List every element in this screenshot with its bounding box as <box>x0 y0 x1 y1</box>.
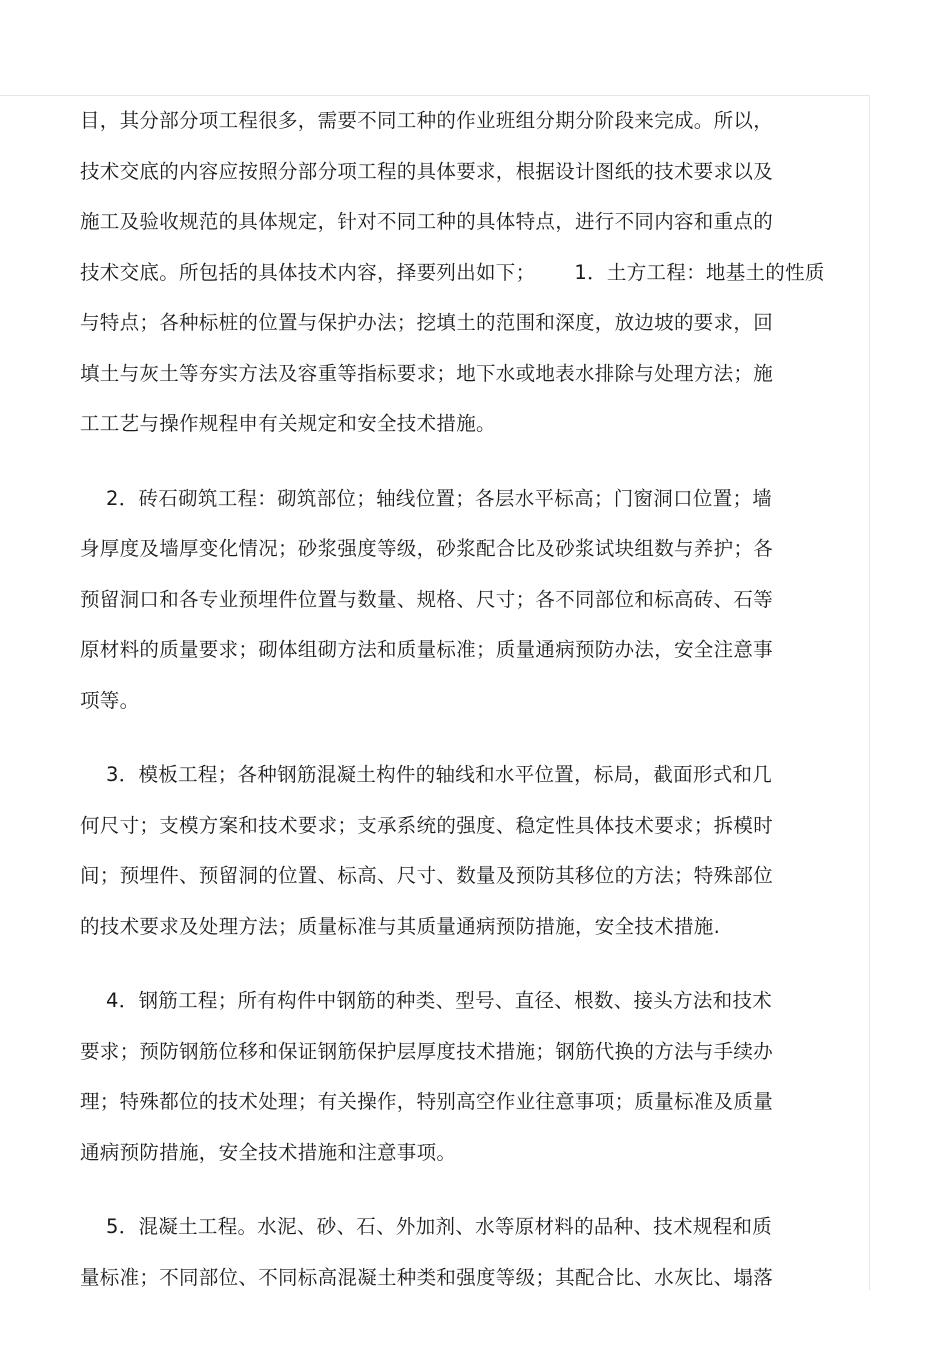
text-line: 3．模板工程；各种钢筋混凝土构件的轴线和水平位置，标局，截面形式和几 <box>80 763 773 786</box>
paragraph-rebar <box>80 976 870 1178</box>
paragraph-masonry <box>80 474 870 727</box>
paragraph-earthwork <box>80 96 870 450</box>
paragraph-concrete <box>80 1202 870 1303</box>
text-line: 理；特殊都位的技术处理；有关操作，特别高空作业往意事项；质量标准及质量 <box>80 1090 774 1113</box>
text-line: 技术交底的内容应按照分部分项工程的具体要求，根据设计图纸的技术要求以及 <box>80 159 774 183</box>
document-body <box>80 96 870 1303</box>
text-line: 填土与灰土等夯实方法及容重等指标要求；地下水或地表水排除与处理方法；施 <box>80 361 774 385</box>
paragraph-gap <box>80 726 870 750</box>
text-line: 预留洞口和各专业预埋件位置与数量、规格、尺寸；各不同部位和标高砖、石等 <box>80 587 774 611</box>
text-line: 施工及验收规范的具体规定，针对不同工种的具体特点，进行不同内容和重点的 <box>80 210 774 233</box>
text-line: 2．砖石砌筑工程：砌筑部位；轴线位置；各层水平标高；门窗洞口位置；墙 <box>80 486 773 510</box>
text-line: 间；预埋件、预留洞的位置、标高、尺寸、数量及预防其移位的方法；特殊部位 <box>80 864 774 887</box>
text-line: 量标准；不同部位、不同标高混凝土种类和强度等级；其配合比、水灰比、塌落 <box>80 1265 774 1289</box>
text-line: 5．混凝土工程。水泥、砂、石、外加剂、水等原材料的品种、技术规程和质 <box>80 1215 773 1238</box>
paragraph-gap <box>80 952 870 976</box>
text-line: 何尺寸；支模方案和技术要求；支承系统的强度、稳定性具体技术要求；拆模时 <box>80 813 774 837</box>
text-line: 身厚度及墙厚变化情况；砂浆强度等级，砂浆配合比及砂浆试块组数与养护；各 <box>80 537 774 560</box>
text-line: 4．钢筋工程；所有构件中钢筋的种类、型号、直径、根数、接头方法和技术 <box>80 989 773 1012</box>
paragraph-gap <box>80 1178 870 1202</box>
paragraph-gap <box>80 450 870 474</box>
text-line: 原材料的质量要求；砌体组砌方法和质量标准；质量通病预防办法，安全注意事 <box>80 638 774 661</box>
text-line: 技术交底。所包括的具体技术内容，择要列出如下； 1．土方工程：地基土的性质 <box>80 260 825 284</box>
text-line: 与特点；各种标桩的位置与保护办法；挖填土的范围和深度，放边坡的要求，回 <box>80 311 774 334</box>
paragraph-formwork <box>80 750 870 952</box>
text-line: 通病预防措施，安全技术措施和注意事项。 <box>80 1140 457 1164</box>
text-line: 工工艺与操作规程申有关规定和安全技术措施。 <box>80 412 496 435</box>
text-line: 项等。 <box>80 688 140 712</box>
text-line: 要求；预防钢筋位移和保证钢筋保护层厚度技术措施；钢筋代换的方法与手续办 <box>80 1039 774 1063</box>
text-line: 目，其分部分项工程很多，需要不同工种的作业班组分期分阶段来完成。所以， <box>80 109 774 132</box>
text-line: 的技术要求及处理方法；质量标准与其质量通病预防措施，安全技术措施. <box>80 914 721 938</box>
